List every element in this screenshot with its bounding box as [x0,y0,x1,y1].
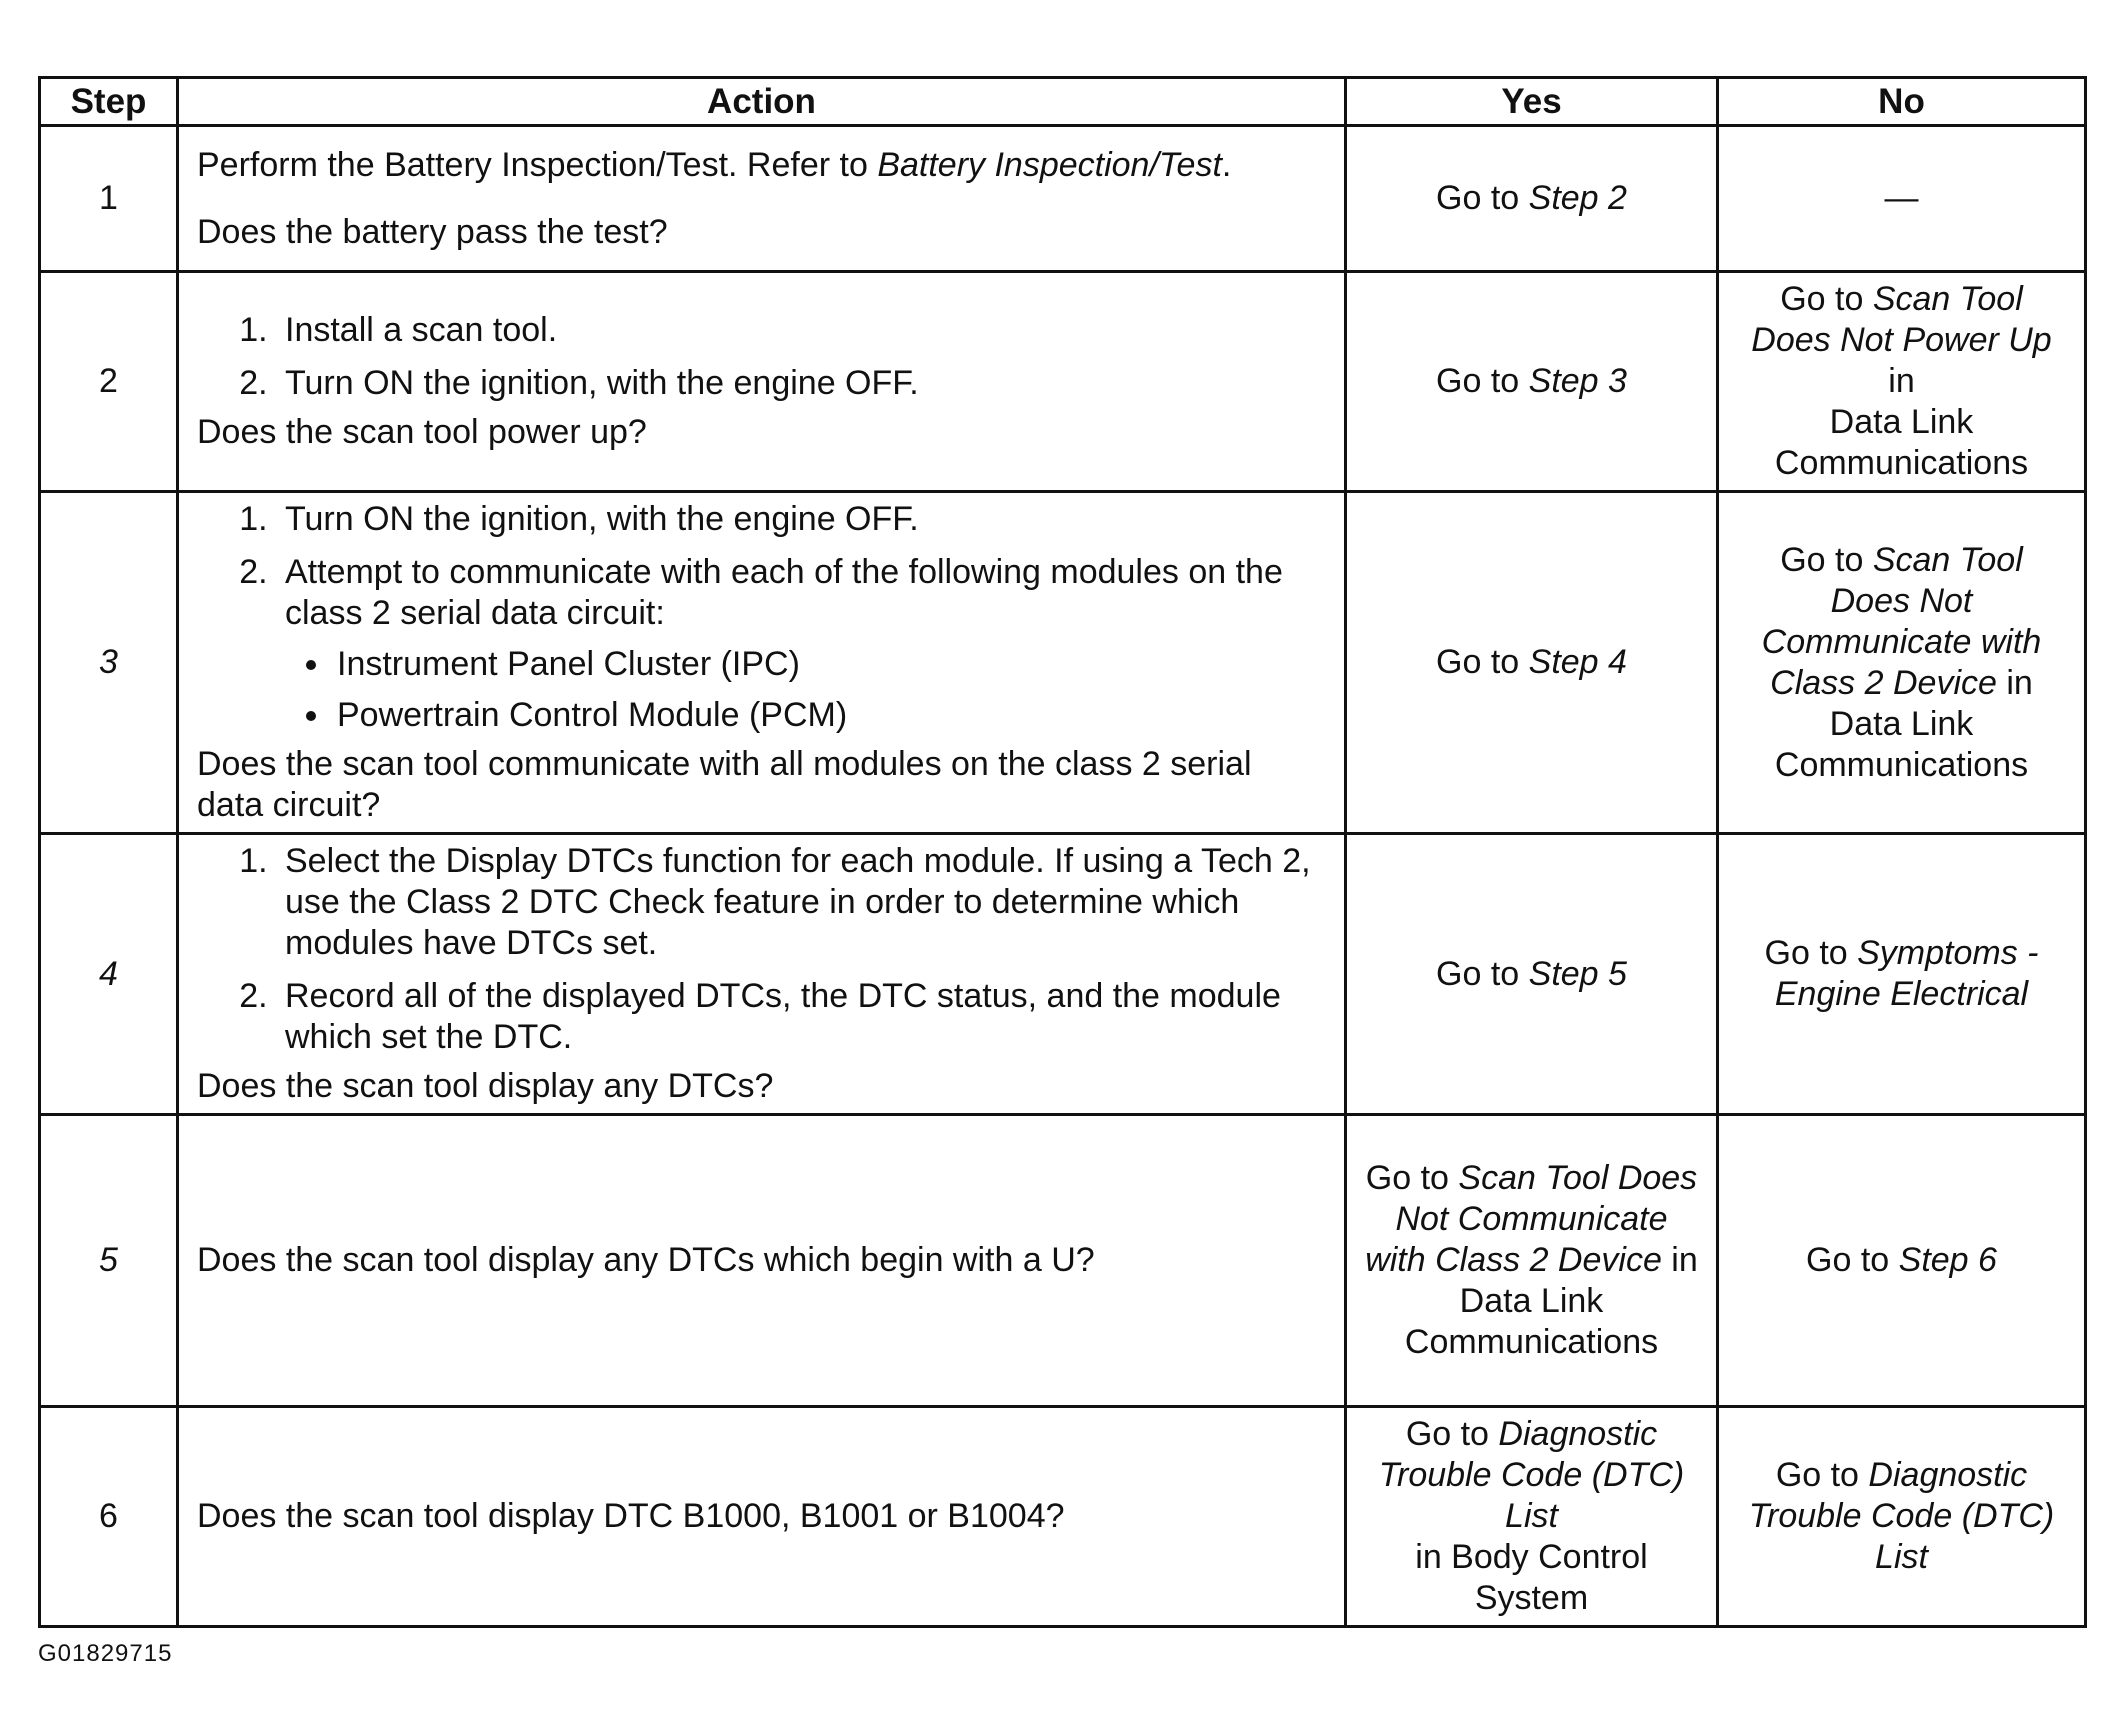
action-question: Does the scan tool display any DTCs which begin with a U? [197,1241,1095,1279]
yes-cell [1346,1407,1718,1627]
yes-cell [1346,272,1718,492]
yes-reference: Diagnostic Trouble Code (DTC) List [1378,1415,1685,1535]
step-number: 3 [40,492,178,834]
yes-text: Go to [1405,1415,1499,1453]
yes-text: Go to [1436,954,1529,993]
no-text: Go to [1764,934,1858,972]
table-row [40,492,2086,834]
action-steps [197,310,1326,404]
no-reference: Scan Tool Does Not Power Up [1751,280,2052,359]
step-number: 2 [40,272,178,492]
yes-text: Go to [1436,179,1529,217]
no-cell [1718,1407,2086,1627]
action-step-item: 1. Select the Display DTCs function for each module. If using a Tech 2, use the Class 2 DTC Check feature in order to determine which modules have DTCs set. [277,841,1326,964]
action-steps [197,499,1326,736]
table-row [40,126,2086,272]
step-number: 5 [40,1115,178,1407]
action-cell [178,272,1346,492]
yes-cell [1346,1115,1718,1407]
step-number: 1 [40,126,178,272]
no-text: Go to [1780,540,1873,579]
no-reference: Diagnostic Trouble Code (DTC) List [1748,1456,2055,1576]
step-number: 6 [40,1407,178,1627]
action-cell [178,834,1346,1115]
yes-text: Go to [1365,1159,1459,1197]
diagnostic-table [38,76,2087,1628]
no-text: Go to [1806,1241,1899,1279]
no-cell [1718,492,2086,834]
action-steps [197,841,1326,1058]
no-cell [1718,1115,2086,1407]
yes-reference: Scan Tool Does Not Communicate with Class 2 Device [1365,1159,1698,1279]
action-step-item: 2. Turn ON the ignition, with the engine OFF. [277,363,1326,404]
no-cell [1718,834,2086,1115]
yes-step-ref: Step 5 [1528,954,1627,993]
no-reference: Scan Tool Does Not Communicate with Class 2 Device [1761,540,2042,702]
yes-cell [1346,492,1718,834]
no-step-ref: Step 6 [1898,1241,1997,1279]
action-step-item: 2. Record all of the displayed DTCs, the DTC status, and the module which set the DTC. [277,976,1326,1058]
action-step-item: 1. Install a scan tool. [277,310,1326,351]
action-cell [178,1407,1346,1627]
action-question: Does the scan tool power up? [197,413,647,451]
module-list [285,644,1326,736]
step-number: 4 [40,834,178,1115]
no-cell [1718,272,2086,492]
table-row [40,272,2086,492]
action-step-item: 1. Turn ON the ignition, with the engine OFF. [277,499,1326,540]
header-row [40,78,2086,126]
action-step-item [277,552,1326,736]
no-text-in: in [1888,362,1915,400]
action-step-text: Attempt to communicate with each of the following modules on the class 2 serial data circuit: [285,553,1283,632]
yes-cell [1346,834,1718,1115]
yes-step-ref: Step 2 [1528,179,1627,217]
yes-cell [1346,126,1718,272]
header-no: No [1718,78,2086,126]
instruction-punctuation: . [1221,145,1232,184]
yes-step-ref: Step 4 [1528,643,1627,681]
action-cell [178,126,1346,272]
no-text-in: in [1996,663,2033,702]
action-question: Does the battery pass the test? [197,212,668,251]
action-question: Does the scan tool display any DTCs? [197,1067,774,1105]
no-section: Data Link Communications [1774,704,2029,784]
table-row [40,1407,2086,1627]
action-question: Does the scan tool display DTC B1000, B1001 or B1004? [197,1497,1065,1535]
yes-text-in: in [1661,1241,1698,1279]
header-yes: Yes [1346,78,1718,126]
yes-text: Go to [1436,362,1529,400]
table-row [40,1115,2086,1407]
figure-id: G01829715 [38,1640,173,1667]
yes-text: Go to [1436,643,1529,681]
module-item: • Instrument Panel Cluster (IPC) [333,644,1326,685]
action-cell [178,1115,1346,1407]
yes-step-ref: Step 3 [1528,362,1627,400]
no-cell: — [1718,126,2086,272]
no-text: Go to [1780,280,1873,318]
action-question: Does the scan tool communicate with all modules on the class 2 serial data circuit? [197,745,1252,824]
header-action: Action [178,78,1346,126]
action-instruction [197,145,1326,186]
yes-section: Data Link Communications [1404,1282,1659,1361]
yes-section: in Body Control System [1415,1538,1648,1617]
no-text: Go to [1775,1456,1869,1494]
no-reference: Symptoms - Engine Electrical [1774,934,2039,1013]
reference-link-text: Battery Inspection/Test [877,145,1222,184]
no-section: Data Link Communications [1774,403,2029,482]
action-cell [178,492,1346,834]
header-step: Step [40,78,178,126]
table-row [40,834,2086,1115]
module-item: • Powertrain Control Module (PCM) [333,695,1326,736]
instruction-text: Perform the Battery Inspection/Test. Refer to [197,145,878,184]
